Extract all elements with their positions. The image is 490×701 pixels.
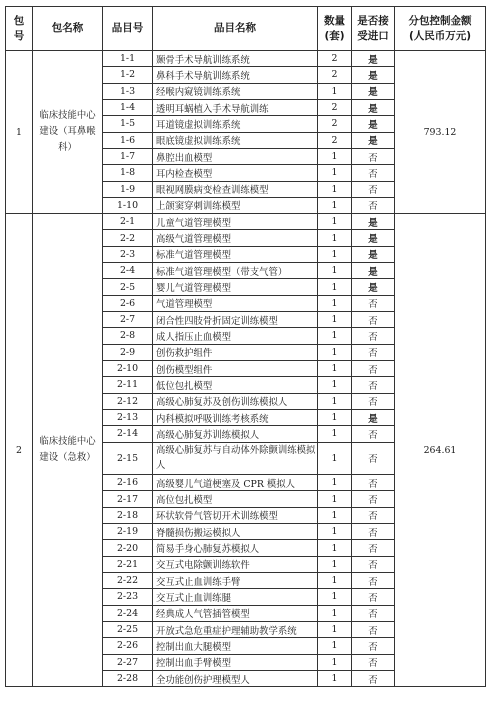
item-number: 2-20	[103, 540, 153, 556]
procurement-table	[5, 6, 486, 687]
item-number: 2-28	[103, 670, 153, 686]
item-import-flag: 否	[352, 312, 395, 328]
item-import-flag: 否	[352, 165, 395, 181]
item-import-flag: 否	[352, 197, 395, 213]
item-number: 2-6	[103, 295, 153, 311]
item-import-flag: 是	[352, 214, 395, 230]
item-quantity: 1	[318, 328, 352, 344]
item-number: 2-14	[103, 426, 153, 442]
item-import-flag: 是	[352, 83, 395, 99]
item-number: 2-8	[103, 328, 153, 344]
item-import-flag: 否	[352, 344, 395, 360]
item-import-flag: 否	[352, 670, 395, 686]
item-import-flag: 是	[352, 246, 395, 262]
header-pkg-name: 包名称	[33, 7, 103, 51]
item-name: 气道管理模型	[153, 295, 318, 311]
item-import-flag: 否	[352, 426, 395, 442]
item-import-flag: 否	[352, 573, 395, 589]
item-name: 闭合性四肢骨折固定训练模型	[153, 312, 318, 328]
item-import-flag: 否	[352, 442, 395, 475]
item-name: 标准气道管理模型	[153, 246, 318, 262]
item-name: 高位包扎模型	[153, 491, 318, 507]
item-quantity: 1	[318, 197, 352, 213]
package-name: 临床技能中心建设（急救）	[33, 214, 103, 687]
item-import-flag: 否	[352, 360, 395, 376]
item-import-flag: 否	[352, 295, 395, 311]
package-amount: 264.61	[395, 214, 486, 687]
item-number: 2-16	[103, 475, 153, 491]
header-row	[6, 7, 486, 51]
item-import-flag: 是	[352, 99, 395, 115]
item-number: 2-19	[103, 524, 153, 540]
item-name: 颞骨手术导航训练系统	[153, 51, 318, 67]
item-import-flag: 否	[352, 148, 395, 164]
item-quantity: 1	[318, 263, 352, 279]
item-number: 2-2	[103, 230, 153, 246]
table-row	[6, 214, 486, 230]
item-quantity: 1	[318, 524, 352, 540]
item-quantity: 1	[318, 442, 352, 475]
item-name: 鼻腔出血模型	[153, 148, 318, 164]
item-name: 创伤模型组件	[153, 360, 318, 376]
item-quantity: 1	[318, 409, 352, 425]
item-number: 1-5	[103, 116, 153, 132]
item-import-flag: 是	[352, 230, 395, 246]
item-name: 眼视网膜病变检查训练模型	[153, 181, 318, 197]
item-name: 控制出血大腿模型	[153, 638, 318, 654]
item-name: 经典成人气管插管模型	[153, 605, 318, 621]
item-number: 2-26	[103, 638, 153, 654]
item-quantity: 1	[318, 165, 352, 181]
item-quantity: 2	[318, 132, 352, 148]
item-name: 耳道镜虚拟训练系统	[153, 116, 318, 132]
item-name: 开放式急危重症护理辅助教学系统	[153, 621, 318, 637]
item-number: 2-9	[103, 344, 153, 360]
item-name: 内科模拟呼吸训练考核系统	[153, 409, 318, 425]
item-quantity: 1	[318, 654, 352, 670]
header-amount: 分包控制金额 (人民币万元)	[395, 7, 486, 51]
header-pkg-no: 包 号	[6, 7, 33, 51]
item-name: 简易手身心肺复苏模拟人	[153, 540, 318, 556]
item-import-flag: 否	[352, 328, 395, 344]
header-item-no: 品目号	[103, 7, 153, 51]
item-name: 控制出血手臂模型	[153, 654, 318, 670]
item-number: 2-25	[103, 621, 153, 637]
package-amount: 793.12	[395, 51, 486, 214]
item-name: 鼻科手术导航训练系统	[153, 67, 318, 83]
item-quantity: 1	[318, 426, 352, 442]
item-quantity: 1	[318, 295, 352, 311]
item-name: 创伤救护组件	[153, 344, 318, 360]
item-import-flag: 否	[352, 181, 395, 197]
item-quantity: 1	[318, 573, 352, 589]
item-quantity: 1	[318, 230, 352, 246]
item-number: 2-17	[103, 491, 153, 507]
item-number: 2-22	[103, 573, 153, 589]
item-name: 环状软骨气管切开术训练模型	[153, 507, 318, 523]
item-quantity: 1	[318, 393, 352, 409]
item-name: 脊髓损伤搬运模拟人	[153, 524, 318, 540]
header-qty: 数量 (套)	[318, 7, 352, 51]
item-name: 成人指压止血模型	[153, 328, 318, 344]
item-quantity: 1	[318, 475, 352, 491]
item-quantity: 1	[318, 589, 352, 605]
item-quantity: 1	[318, 148, 352, 164]
item-name: 儿童气道管理模型	[153, 214, 318, 230]
item-import-flag: 否	[352, 621, 395, 637]
item-import-flag: 否	[352, 556, 395, 572]
item-name: 标准气道管理模型（带支气管）	[153, 263, 318, 279]
item-number: 1-2	[103, 67, 153, 83]
item-import-flag: 是	[352, 279, 395, 295]
item-name: 高级心肺复苏与自动体外除颤训练模拟人	[153, 442, 318, 475]
item-number: 1-1	[103, 51, 153, 67]
item-name: 高级气道管理模型	[153, 230, 318, 246]
item-name: 上颌窦穿刺训练模型	[153, 197, 318, 213]
item-number: 1-7	[103, 148, 153, 164]
item-number: 2-27	[103, 654, 153, 670]
item-import-flag: 是	[352, 116, 395, 132]
item-number: 1-10	[103, 197, 153, 213]
item-number: 2-21	[103, 556, 153, 572]
item-import-flag: 否	[352, 524, 395, 540]
item-number: 2-3	[103, 246, 153, 262]
item-import-flag: 是	[352, 132, 395, 148]
item-quantity: 2	[318, 67, 352, 83]
item-quantity: 1	[318, 279, 352, 295]
item-quantity: 1	[318, 214, 352, 230]
item-quantity: 1	[318, 638, 352, 654]
item-name: 交互式止血训练腿	[153, 589, 318, 605]
item-import-flag: 否	[352, 654, 395, 670]
item-import-flag: 否	[352, 589, 395, 605]
item-import-flag: 是	[352, 51, 395, 67]
item-import-flag: 否	[352, 638, 395, 654]
header-item-name: 品目名称	[153, 7, 318, 51]
item-name: 低位包扎模型	[153, 377, 318, 393]
item-number: 2-11	[103, 377, 153, 393]
item-quantity: 1	[318, 670, 352, 686]
item-number: 2-10	[103, 360, 153, 376]
item-number: 2-18	[103, 507, 153, 523]
package-number: 2	[6, 214, 33, 687]
item-quantity: 1	[318, 507, 352, 523]
item-import-flag: 是	[352, 67, 395, 83]
item-name: 经喉内窥镜训练系统	[153, 83, 318, 99]
item-quantity: 1	[318, 491, 352, 507]
item-name: 透明耳蜗植入手术导航训练	[153, 99, 318, 115]
item-import-flag: 否	[352, 507, 395, 523]
item-quantity: 1	[318, 344, 352, 360]
item-name: 交互式止血训练手臂	[153, 573, 318, 589]
item-import-flag: 是	[352, 409, 395, 425]
item-quantity: 1	[318, 377, 352, 393]
item-number: 2-4	[103, 263, 153, 279]
item-import-flag: 否	[352, 393, 395, 409]
item-number: 1-3	[103, 83, 153, 99]
item-import-flag: 是	[352, 263, 395, 279]
item-quantity: 1	[318, 181, 352, 197]
item-quantity: 2	[318, 51, 352, 67]
item-import-flag: 否	[352, 540, 395, 556]
item-import-flag: 否	[352, 475, 395, 491]
item-number: 2-15	[103, 442, 153, 475]
item-name: 高级婴儿气道梗塞及 CPR 模拟人	[153, 475, 318, 491]
item-name: 全功能创伤护理模型人	[153, 670, 318, 686]
item-name: 高级心肺复苏训练模拟人	[153, 426, 318, 442]
item-import-flag: 否	[352, 605, 395, 621]
item-quantity: 1	[318, 540, 352, 556]
item-number: 2-24	[103, 605, 153, 621]
item-import-flag: 否	[352, 377, 395, 393]
item-quantity: 1	[318, 312, 352, 328]
item-number: 1-4	[103, 99, 153, 115]
package-name: 临床技能中心建设（耳鼻喉科）	[33, 51, 103, 214]
item-number: 2-5	[103, 279, 153, 295]
item-quantity: 1	[318, 360, 352, 376]
item-name: 交互式电除颤训练软件	[153, 556, 318, 572]
item-quantity: 2	[318, 99, 352, 115]
item-name: 耳内检查模型	[153, 165, 318, 181]
item-name: 婴儿气道管理模型	[153, 279, 318, 295]
item-number: 2-13	[103, 409, 153, 425]
item-number: 1-8	[103, 165, 153, 181]
header-imported: 是否接 受进口	[352, 7, 395, 51]
item-number: 1-6	[103, 132, 153, 148]
package-number: 1	[6, 51, 33, 214]
item-number: 2-1	[103, 214, 153, 230]
item-import-flag: 否	[352, 491, 395, 507]
item-quantity: 1	[318, 246, 352, 262]
item-number: 1-9	[103, 181, 153, 197]
item-name: 高级心肺复苏及创伤训练模拟人	[153, 393, 318, 409]
item-quantity: 1	[318, 83, 352, 99]
item-number: 2-12	[103, 393, 153, 409]
item-quantity: 2	[318, 116, 352, 132]
item-name: 眼底镜虚拟训练系统	[153, 132, 318, 148]
item-number: 2-23	[103, 589, 153, 605]
table-row	[6, 51, 486, 67]
item-number: 2-7	[103, 312, 153, 328]
item-quantity: 1	[318, 605, 352, 621]
table-body	[6, 51, 486, 687]
item-quantity: 1	[318, 556, 352, 572]
item-quantity: 1	[318, 621, 352, 637]
